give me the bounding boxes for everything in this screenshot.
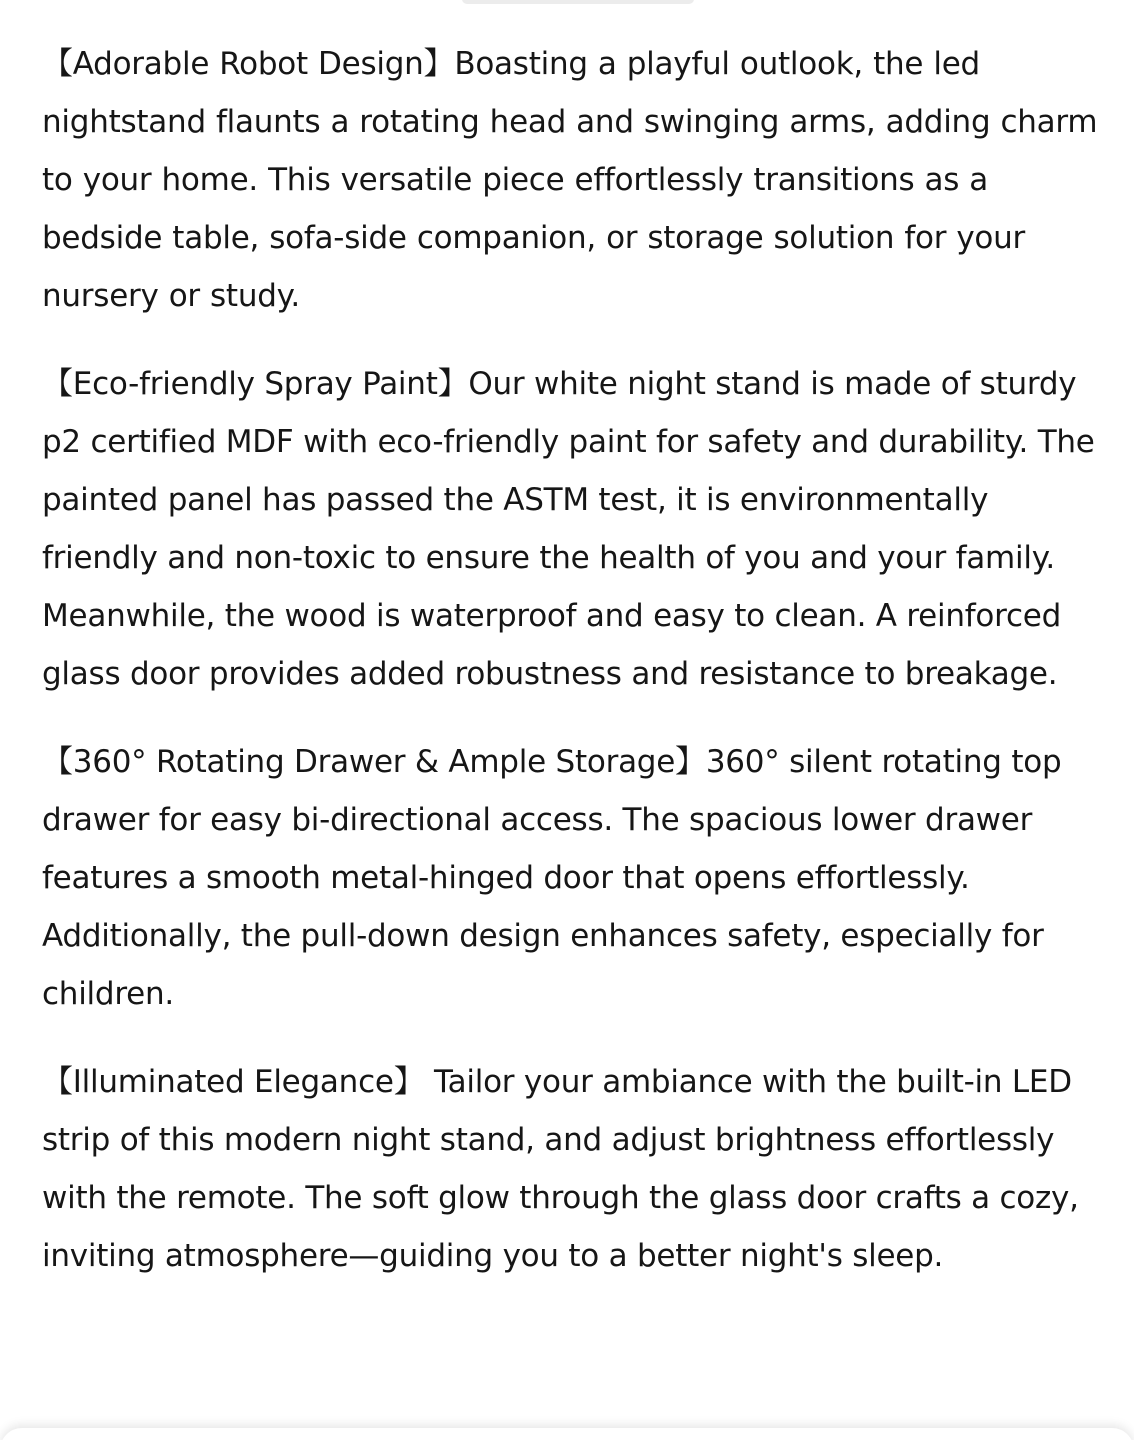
paragraph-body: Boasting a playful outlook, the led nightstand flaunts a rotating head and swinging arms, adding charm to your home. This versatile piece effortlessly transitions as a bedside table, sofa-side companion, or storage solution for your nursery or study. [42, 46, 1098, 314]
product-description [42, 35, 1102, 1315]
description-paragraph-rotating-drawer [42, 733, 1102, 1023]
bottom-sheet-edge [0, 1428, 1134, 1440]
paragraph-body: Tailor your ambiance with the built-in LED strip of this modern night stand, and adjust brightness effortlessly with the remote. The soft glow through the glass door crafts a cozy, inviting atmosphere—guiding you to a better night's sleep. [42, 1064, 1079, 1274]
paragraph-heading: 【Eco-friendly Spray Paint】 [42, 366, 469, 402]
description-paragraph-robot-design [42, 35, 1102, 325]
paragraph-body: Our white night stand is made of sturdy p2 certified MDF with eco-friendly paint for safety and durability. The painted panel has passed the ASTM test, it is environmentally friendly and non-toxic to ensure the health of you and your family. Meanwhile, the wood is waterproof and easy to clean. A reinforced glass door provides added robustness and resistance to breakage. [42, 366, 1095, 692]
paragraph-heading: 【Illuminated Elegance】 [42, 1064, 425, 1100]
paragraph-body: 360° silent rotating top drawer for easy bi-directional access. The spacious lower drawer features a smooth metal-hinged door that opens effortlessly. Additionally, the pull-down design enhances safety, especially for children. [42, 744, 1062, 1012]
sheet-drag-handle[interactable] [462, 0, 694, 4]
description-paragraph-illuminated-elegance [42, 1053, 1102, 1285]
paragraph-heading: 【360° Rotating Drawer & Ample Storage】 [42, 744, 706, 780]
description-paragraph-spray-paint [42, 355, 1102, 703]
paragraph-heading: 【Adorable Robot Design】 [42, 46, 455, 82]
